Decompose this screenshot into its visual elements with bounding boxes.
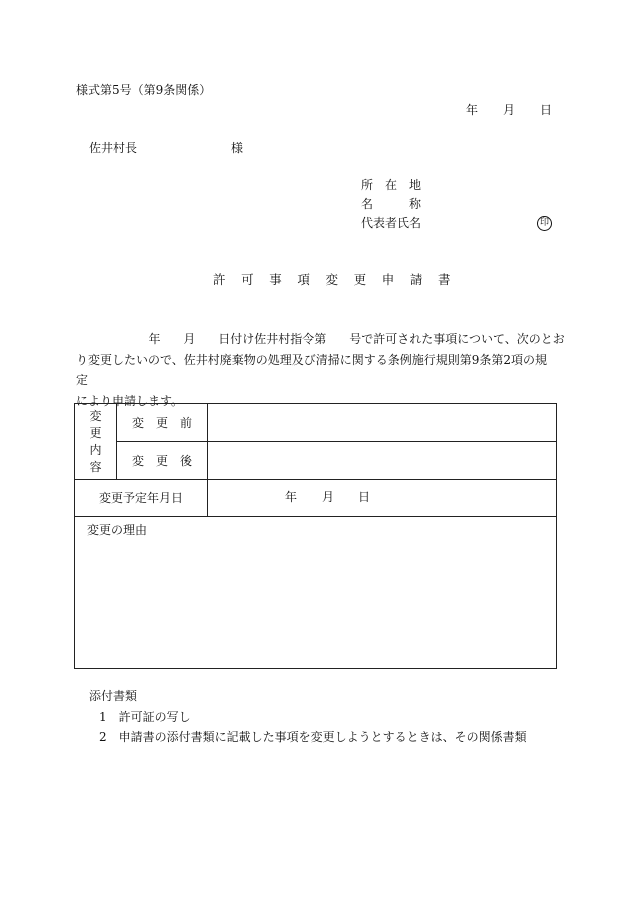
address-label: 所 在 地	[361, 178, 422, 192]
body-month: 月	[183, 332, 196, 346]
change-form-table	[74, 403, 557, 669]
scheduled-date-label: 変更予定年月日	[75, 480, 208, 517]
reason-field[interactable]	[75, 517, 557, 669]
attachment-item-2: 2 申請書の添付書類に記載した事項を変更しようとするときは、その関係書類	[99, 730, 527, 744]
body-year: 年	[148, 332, 161, 346]
attachments-heading: 添付書類	[89, 689, 138, 703]
addressee-honorific: 様	[231, 141, 244, 155]
after-label: 変 更 後	[117, 442, 208, 480]
date-year: 年	[466, 103, 479, 117]
attachment-item-1: 1 許可証の写し	[99, 710, 191, 724]
change-content-label: 変 更 内 容	[75, 404, 117, 480]
addressee-name: 佐井村長	[89, 141, 138, 155]
body-line-3: により申請します。	[76, 393, 184, 408]
body-line1-tail: 号で許可された事項について、次のとお	[349, 332, 565, 346]
form-number: 様式第5号（第9条関係）	[76, 83, 212, 97]
scheduled-date-field[interactable]	[208, 480, 557, 517]
name-label: 名 称	[361, 197, 422, 211]
before-field[interactable]	[208, 404, 557, 442]
body-line1-rest: 日付け佐井村指令第	[218, 332, 327, 346]
after-field[interactable]	[208, 442, 557, 480]
date-day: 日	[540, 103, 553, 117]
scheduled-year: 年	[285, 490, 298, 504]
reason-label: 変更の理由	[87, 523, 148, 537]
seal-icon: 印	[537, 216, 552, 231]
scheduled-day: 日	[358, 490, 371, 504]
body-line-2: り変更したいので、佐井村廃棄物の処理及び清掃に関する条例施行規則第9条第2項の規定	[76, 352, 548, 387]
document-title: 許可事項変更申請書	[213, 272, 467, 287]
date-month: 月	[503, 103, 516, 117]
body-paragraph	[76, 329, 565, 411]
before-label: 変 更 前	[117, 404, 208, 442]
body-line-1	[76, 329, 565, 350]
representative-label: 代表者氏名	[361, 216, 422, 230]
scheduled-month: 月	[322, 490, 335, 504]
